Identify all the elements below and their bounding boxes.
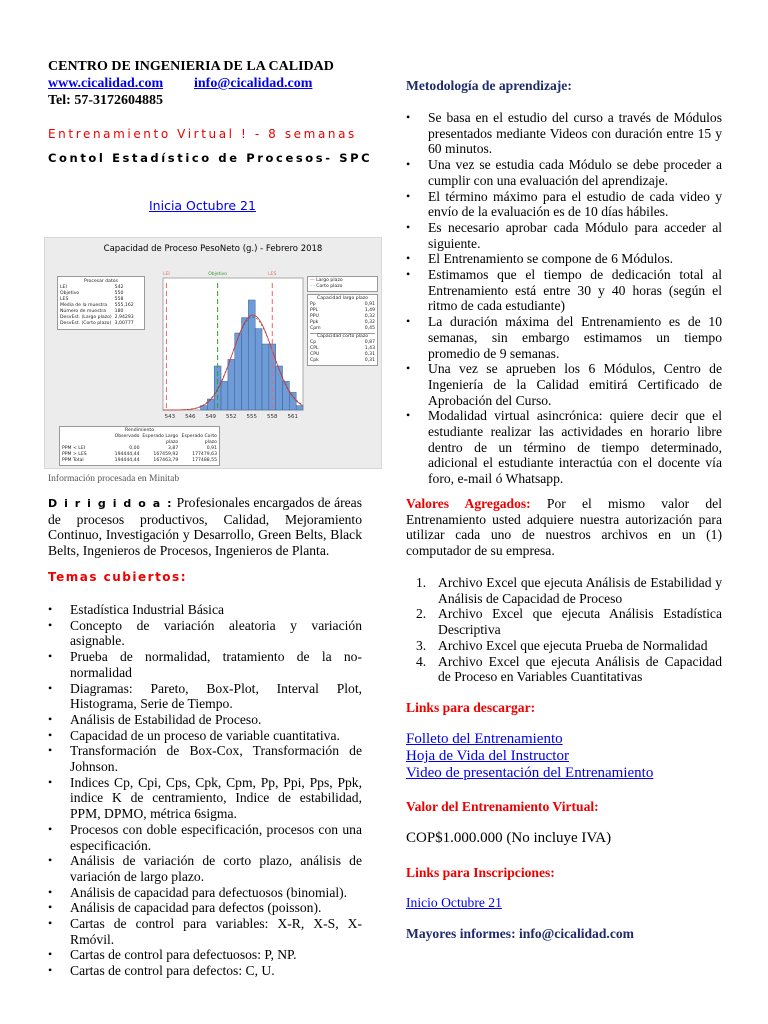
stat-cell: Cpm (310, 326, 321, 331)
files-list (406, 575, 722, 685)
stat-cell: PPM > LES (62, 452, 87, 457)
stat-cell: Pp (310, 302, 316, 307)
presentation-video-link[interactable]: Video de presentación del Entrenamiento (406, 765, 654, 781)
file-item-text: Archivo Excel que ejecuta Análisis Estadística Descriptiva (438, 606, 722, 638)
stat-cell: 2,94293 (114, 315, 134, 320)
methodology-item: • Una vez se aprueben los 6 Módulos, Centro de Ingeniería de la Calidad emitirá Certificado de Aprobación del Curso. (406, 361, 722, 408)
stat-cell: PPM < LEI (62, 446, 86, 451)
spec-limit-label: Objetivo (208, 272, 228, 277)
stat-row (310, 358, 375, 364)
stat-cell: LEI (60, 285, 67, 290)
stat-cell: 550 (114, 291, 124, 296)
stat-cell: 0,32 (364, 320, 375, 325)
performance-title: Rendimiento (124, 428, 155, 433)
topic-item: • Procesos con doble especificación, procesos con una especificación. (48, 822, 362, 853)
course-subtitle: Contol Estadístico de Procesos- SPC (48, 151, 373, 165)
chart-title: Capacidad de Proceso PesoNeto (g.) - Febrero 2018 (103, 244, 323, 254)
stat-cell: 167463,79 (153, 458, 179, 463)
stat-row (310, 326, 375, 332)
topic-item: • Transformación de Box-Cox, Transformación de Johnson. (48, 743, 362, 774)
histogram-bar (255, 329, 262, 410)
x-tick-label: 558 (267, 414, 278, 420)
methodology-item: • El término máximo para el estudio de cada video y envío de la evaluación es de 10 días hábiles. (406, 189, 722, 220)
legend-long-term: Largo plazo (316, 278, 343, 283)
stat-cell: PPM Total (62, 458, 84, 463)
histogram-bar (262, 344, 269, 410)
stat-cell: 180 (114, 309, 124, 314)
stat-cell: 3,00777 (114, 321, 134, 326)
stat-cell: 177479,63 (192, 452, 217, 457)
website-link[interactable]: www.cicalidad.com (48, 76, 164, 91)
topic-item: • Cartas de control para defectos: C, U. (48, 963, 362, 979)
methodology-item: • El Entrenamiento se compone de 6 Módulos. (406, 251, 722, 267)
stat-cell: PPL (310, 308, 319, 313)
target-audience-label: D i r i g i d o a : (48, 497, 174, 510)
stat-cell: 0,32 (364, 314, 375, 319)
stat-cell: 1,49 (364, 308, 375, 313)
stat-cell: 0,00 (129, 446, 140, 451)
stat-cell: CPL (310, 346, 319, 351)
x-tick-label: 549 (205, 414, 217, 420)
topic-item: • Concepto de variación aleatoria y variación asignable. (48, 618, 362, 649)
histogram-bar (276, 366, 283, 410)
methodology-item: • Es necesario aprobar cada Módulo para acceder al siguiente. (406, 220, 722, 251)
stat-cell: DesvEst. (Largo plazo) (60, 315, 112, 320)
topic-item: • Prueba de normalidad, tratamiento de la no-normalidad (48, 649, 362, 680)
file-item-text: Archivo Excel que ejecuta Análisis de Capacidad de Proceso en Variables Cuantitativas (438, 653, 722, 685)
x-tick-label: 543 (164, 414, 176, 420)
capability-box (307, 294, 378, 366)
x-tick-label: 555 (246, 414, 258, 420)
histogram-bar (289, 392, 296, 410)
stat-cell (62, 434, 101, 446)
stat-cell: LES (60, 297, 69, 302)
org-name: CENTRO DE INGENIERIA DE LA CALIDAD (48, 59, 334, 74)
stat-cell: 0,45 (364, 326, 375, 331)
methodology-item: • Modalidad virtual asincrónica: quiere decir que el estudiante realizar las actividades en horario libre dentro de un término de tiempo determinado, adicional el estudiante interactúa con el docente vía foro, e-mail ó Whatsapp. (406, 408, 722, 487)
target-audience-text: Profesionales encargados de áreas de procesos productivos, Calidad, Mejoramiento Continuo, Investigación y Desarrollo, Green Belts, Black Belts, Ingenieros de Procesos, Ingenieros de Planta. (48, 495, 362, 559)
stat-cell: 194444,44 (114, 458, 140, 463)
start-date-link[interactable]: Inicia Octubre 21 (149, 198, 256, 213)
process-capability-chart (44, 237, 382, 469)
brochure-link[interactable]: Folleto del Entrenamiento (406, 731, 563, 747)
stat-cell: Ppk (310, 320, 319, 325)
stat-cell: Media de la muestra (60, 303, 108, 308)
stat-cell: Cp (310, 340, 317, 345)
stat-row (62, 434, 217, 446)
x-tick-label: 561 (287, 414, 299, 420)
stat-cell: Observado (114, 434, 140, 439)
file-item-number: 1. (416, 575, 427, 590)
topics-list (48, 602, 362, 979)
file-item (406, 575, 722, 606)
phone: Tel: 57-3172604885 (48, 93, 163, 108)
added-value (406, 496, 722, 559)
stat-cell: DesvEst. (Corto plazo) (60, 321, 112, 326)
methodology-item: • La duración máxima del Entrenamiento es de 10 semanas, sin embargo estimamos un tiempo promedio de 9 semanas. (406, 314, 722, 361)
performance-box (59, 426, 220, 466)
stat-cell: 558 (114, 297, 124, 302)
topic-item: • Análisis de capacidad para defectuosos (binomial). (48, 885, 362, 901)
file-item-number: 2. (416, 606, 427, 622)
stat-cell: Número de muestra (60, 309, 107, 314)
histogram-bar (296, 406, 303, 410)
legend: — Largo plazo - - Corto plazo (307, 276, 378, 292)
spec-limit-label: LEI (163, 272, 170, 277)
stat-cell: 177488,55 (192, 458, 217, 463)
stat-cell: Esperado Corto plazo (181, 434, 217, 445)
added-value-label: Valores Agregados: (406, 496, 531, 511)
stat-row (62, 458, 217, 464)
price: COP$1.000.000 (No incluye IVA) (406, 830, 612, 846)
spec-limit-label: LES (268, 272, 277, 277)
legend-short-term: Corto plazo (316, 284, 343, 289)
course-title: Entrenamiento Virtual ! - 8 semanas (48, 127, 357, 141)
methodology-title: Metodología de aprendizaje: (406, 78, 572, 93)
target-audience (48, 495, 362, 559)
stat-cell: 542 (114, 285, 124, 290)
topic-item: • Análisis de capacidad para defectos (poisson). (48, 900, 362, 916)
methodology-item: • Se basa en el estudio del curso a través de Módulos presentados mediante Videos con duración entre 15 y 60 minutos. (406, 110, 722, 157)
file-item-text: Archivo Excel que ejecuta Prueba de Normalidad (438, 637, 708, 653)
stat-cell: 194444,44 (114, 452, 140, 457)
file-item-number: 3. (416, 637, 427, 653)
long-term-title: Capacidad largo plazo (317, 296, 368, 301)
price-title: Valor del Entrenamiento Virtual: (406, 799, 599, 814)
file-item (406, 654, 722, 685)
methodology-item: • Una vez se estudia cada Módulo se debe proceder a cumplir con una evaluación del aprendizaje. (406, 157, 722, 188)
methodology-item: • Estimamos que el tiempo de dedicación total al Entrenamiento está entre 30 y 40 horas (según el ritmo de cada estudiante) (406, 267, 722, 314)
added-value-text: Por el mismo valor del Entrenamiento usted adquiere nuestra autorización para utilizar cada uno de nuestros archivos en un (1) computador de su empresa. (406, 496, 722, 559)
histogram-bar (207, 399, 214, 410)
topics-title: Temas cubiertos: (48, 570, 187, 584)
histogram-bar (242, 318, 249, 410)
stat-cell: CPU (310, 352, 320, 357)
stat-cell: 0,87 (364, 340, 375, 345)
stat-cell: 0,91 (206, 446, 217, 451)
file-item (406, 606, 722, 637)
stat-cell: Esperado Largo plazo (142, 434, 179, 445)
topic-item: • Análisis de variación de corto plazo, análisis de variación de largo plazo. (48, 853, 362, 884)
registration-link[interactable]: Inicio Octubre 21 (406, 895, 502, 910)
stat-cell: 0,31 (364, 358, 375, 363)
x-tick-label: 546 (185, 414, 196, 420)
file-item (406, 638, 722, 654)
stat-cell: Cpk (310, 358, 319, 363)
instructor-cv-link[interactable]: Hoja de Vida del Instructor (406, 748, 569, 764)
histogram-bar (269, 344, 276, 410)
topic-item: • Cartas de control para defectuosos: P, NP. (48, 947, 362, 963)
topic-item: • Diagramas: Pareto, Box-Plot, Interval Plot, Histograma, Serie de Tiempo. (48, 681, 362, 712)
x-tick-label: 552 (226, 414, 237, 420)
file-item-text: Archivo Excel que ejecuta Análisis de Estabilidad y Análisis de Capacidad de Proceso (438, 575, 722, 606)
stat-cell: 0,91 (364, 302, 375, 307)
email-link[interactable]: info@cicalidad.com (194, 76, 313, 91)
methodology-list (406, 110, 722, 487)
histogram-bar (228, 359, 235, 410)
stat-cell: 555,162 (114, 303, 134, 308)
stat-cell: 167459,92 (153, 452, 179, 457)
topic-item: • Capacidad de un proceso de variable cuantitativa. (48, 728, 362, 744)
stat-cell: PPU (310, 314, 319, 319)
more-info: Mayores informes: info@cicalidad.com (406, 926, 634, 941)
stat-cell: 0,31 (364, 352, 375, 357)
stat-cell: Objetivo (60, 291, 80, 296)
registration-title: Links para Inscripciones: (406, 865, 555, 880)
topic-item: • Indices Cp, Cpi, Cps, Cpk, Cpm, Pp, Ppi, Pps, Ppk, indice K de centramiento, Indice de estabilidad, PPM, DPMO, métrica 6sigma. (48, 775, 362, 822)
histogram-bar (221, 381, 228, 410)
figure-caption: Información procesada en Minitab (48, 474, 180, 484)
short-term-title: Capacidad corto plazo (310, 333, 375, 340)
topic-item: • Cartas de control para variables: X-R, X-S, X-Rmóvil. (48, 916, 362, 947)
process-data-title: Procesar datos (84, 279, 118, 284)
file-item-number: 4. (416, 653, 427, 669)
topic-item: • Análisis de Estabilidad de Proceso. (48, 712, 362, 728)
stat-cell: 3,87 (168, 446, 179, 451)
stat-cell: 1,43 (364, 346, 375, 351)
topic-item: • Estadística Industrial Básica (48, 602, 362, 618)
downloads-title: Links para descargar: (406, 700, 536, 715)
